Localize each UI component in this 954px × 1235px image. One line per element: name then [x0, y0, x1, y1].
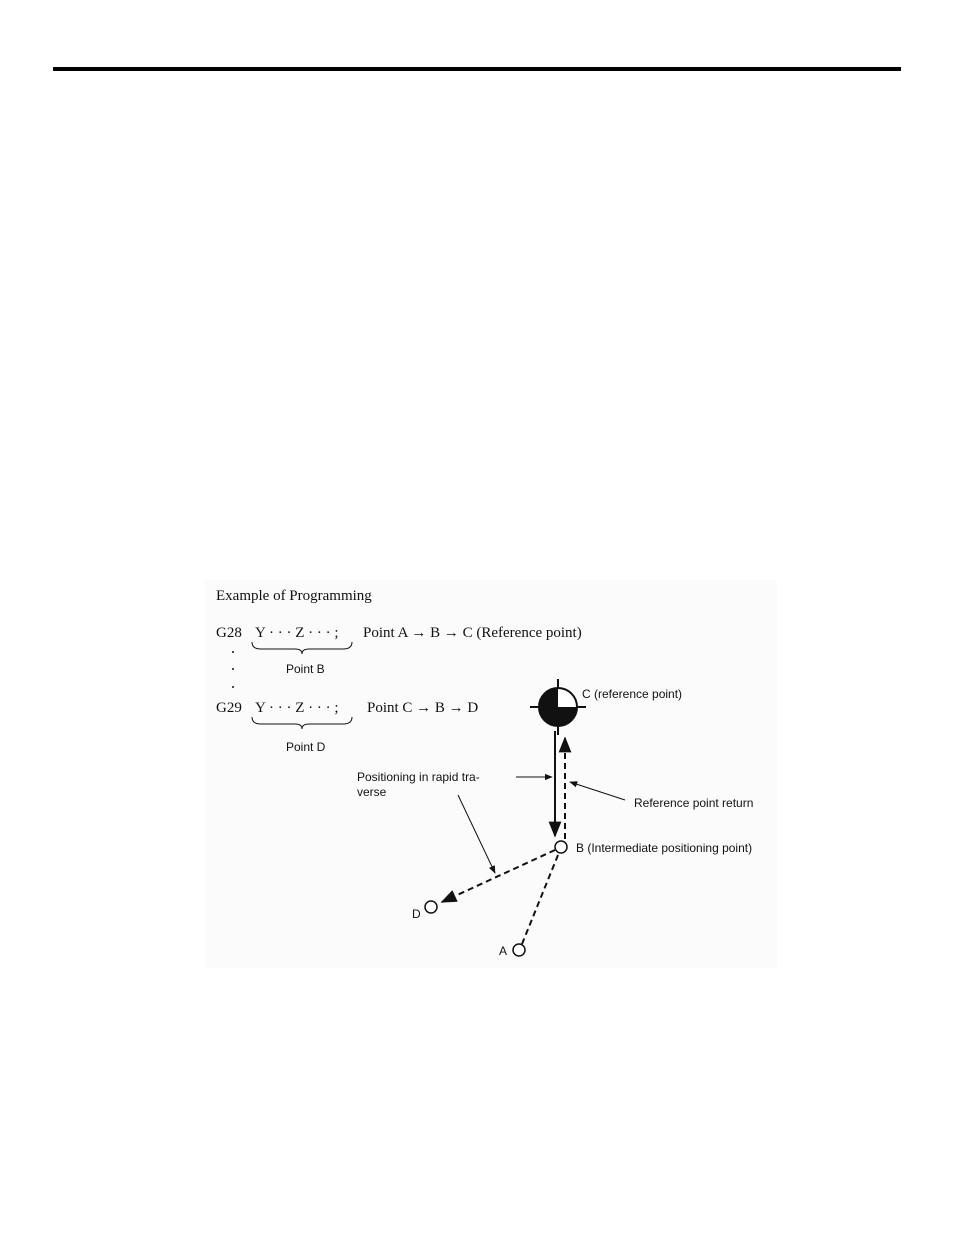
- g28-path: Point A → B → C (Reference point): [363, 625, 582, 641]
- g28-code: G28: [216, 625, 242, 641]
- rapid-traverse-label-line1: Positioning in rapid tra-: [357, 770, 480, 784]
- point-d-marker: [425, 901, 437, 913]
- rapid-traverse-leader: [458, 795, 495, 873]
- path-a-to-b-dashed: [522, 855, 558, 944]
- rapid-traverse-label-line2: verse: [357, 785, 387, 799]
- point-c-label: C (reference point): [582, 687, 683, 701]
- reference-return-label: Reference point return: [634, 796, 754, 810]
- header-rule: [53, 67, 901, 71]
- point-a-marker: [513, 944, 525, 956]
- g28-args: Y · · · Z · · · ;: [255, 625, 339, 641]
- g28-g29-programming-figure: [205, 580, 777, 968]
- path-b-to-d-dashed: [442, 850, 555, 902]
- continuation-dot: [232, 686, 234, 688]
- g28-brace-label: Point B: [286, 662, 325, 676]
- g29-brace-label: Point D: [286, 740, 326, 754]
- g29-code: G29: [216, 700, 242, 716]
- g29-brace: [252, 717, 352, 729]
- continuation-dot: [232, 651, 234, 653]
- g28-brace: [252, 642, 352, 654]
- g29-path: Point C → B → D: [367, 700, 479, 716]
- reference-point-symbol: [530, 679, 586, 735]
- continuation-dot: [232, 668, 234, 670]
- reference-return-leader: [570, 782, 625, 800]
- point-b-marker: [555, 841, 567, 853]
- point-b-label: B (Intermediate positioning point): [576, 841, 753, 855]
- point-a-label: A: [499, 944, 508, 958]
- g29-args: Y · · · Z · · · ;: [255, 700, 339, 716]
- point-d-label: D: [412, 907, 421, 921]
- reference-point-diagram: [205, 580, 777, 968]
- figure-heading: Example of Programming: [216, 588, 372, 604]
